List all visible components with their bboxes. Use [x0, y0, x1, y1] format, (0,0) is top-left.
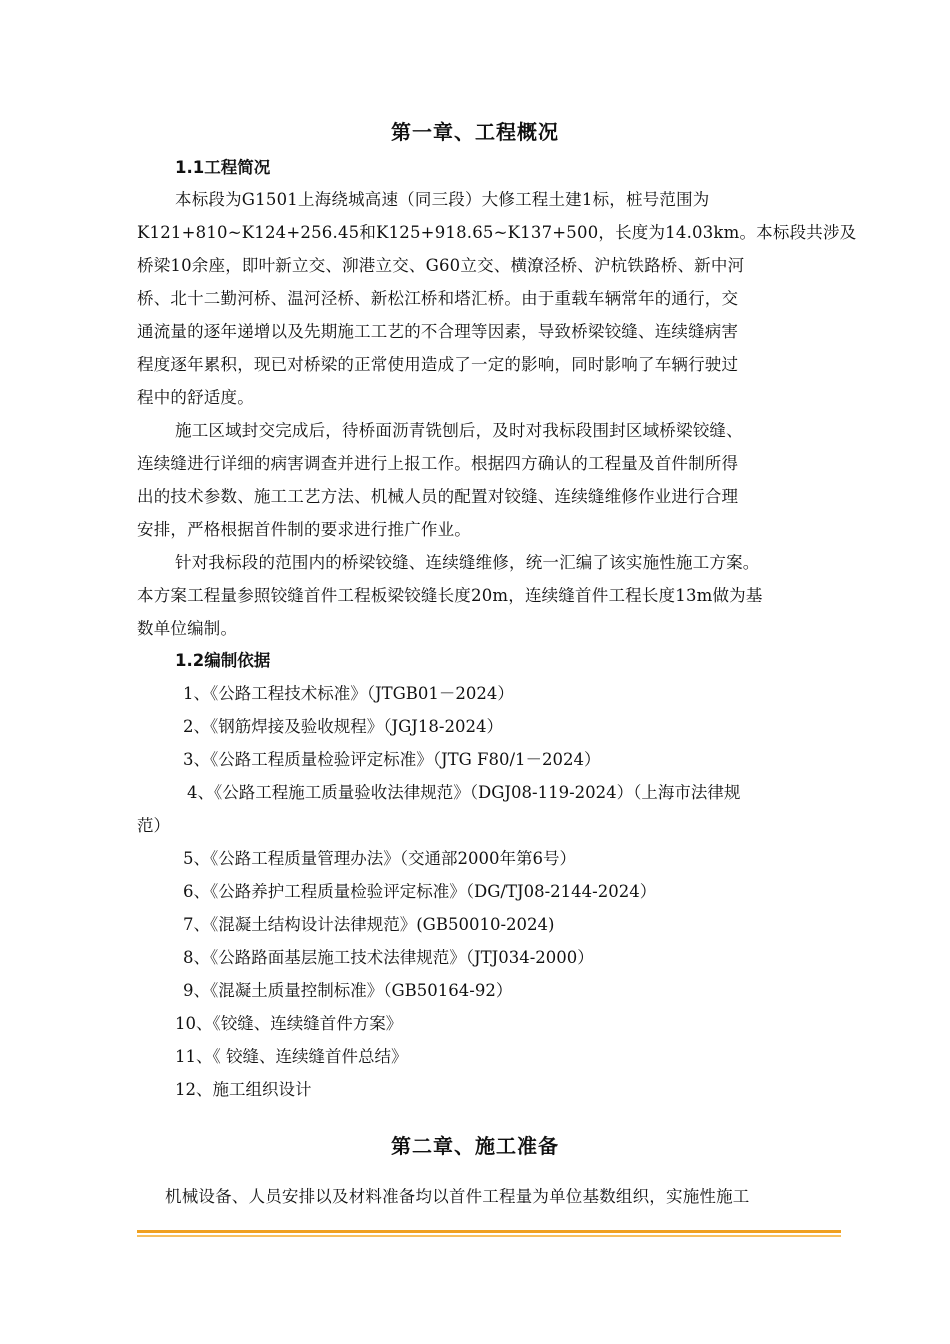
section-1-1-title: 1.1工程简况	[175, 158, 271, 177]
para1-line: 本标段为G1501上海绕城高速（同三段）大修工程土建1标，桩号范围为	[175, 190, 710, 209]
para1-line: 通流量的逐年递增以及先期施工工艺的不合理等因素，导致桥梁铰缝、连续缝病害	[137, 322, 739, 341]
para1-line: 桥、北十二勤河桥、温河泾桥、新松江桥和塔汇桥。由于重载车辆常年的通行，交	[137, 289, 739, 308]
para2-line: 安排，严格根据首件制的要求进行推广作业。	[137, 520, 471, 539]
reference-item: 9、《混凝土质量控制标准》（GB50164-92）	[183, 981, 513, 1000]
chapter1-title: 第一章、工程概况	[391, 120, 559, 144]
reference-item: 1、《公路工程技术标准》（JTGB01－2024）	[183, 684, 514, 703]
reference-item: 12、施工组织设计	[175, 1080, 312, 1099]
reference-item: 5、《公路工程质量管理办法》（交通部2000年第6号）	[183, 849, 576, 868]
reference-item: 4、《公路工程施工质量验收法律规范》（DGJ08-119-2024）（上海市法律规	[187, 783, 741, 802]
para1-line: K121+810~K124+256.45和K125+918.65~K137+500，长度为14.03km。本标段共涉及	[137, 223, 857, 242]
reference-item: 11、《 铰缝、连续缝首件总结》	[175, 1047, 408, 1066]
para2-line: 出的技术参数、施工工艺方法、机械人员的配置对铰缝、连续缝维修作业进行合理	[137, 487, 739, 506]
chapter2-para-line: 机械设备、人员安排以及材料准备均以首件工程量为单位基数组织，实施性施工	[165, 1187, 750, 1206]
para1-line: 程中的舒适度。	[137, 388, 254, 407]
reference-item: 10、《铰缝、连续缝首件方案》	[175, 1014, 403, 1033]
chapter2-title: 第二章、施工准备	[391, 1134, 559, 1158]
reference-item: 2、《钢筋焊接及验收规程》（JGJ18-2024）	[183, 717, 503, 736]
reference-item: 7、《混凝土结构设计法律规范》(GB50010-2024)	[183, 915, 555, 934]
para1-line: 程度逐年累积，现已对桥梁的正常使用造成了一定的影响，同时影响了车辆行驶过	[137, 355, 739, 374]
reference-item: 6、《公路养护工程质量检验评定标准》（DG/TJ08-2144-2024）	[183, 882, 657, 901]
reference-item-continuation: 范）	[137, 816, 170, 835]
reference-item: 3、《公路工程质量检验评定标准》（JTG F80/1－2024）	[183, 750, 601, 769]
para1-line: 桥梁10余座，即叶新立交、泖港立交、G60立交、横潦泾桥、沪杭铁路桥、新中河	[137, 256, 745, 275]
para2-line: 连续缝进行详细的病害调查并进行上报工作。根据四方确认的工程量及首件制所得	[137, 454, 739, 473]
para3-line: 本方案工程量参照铰缝首件工程板梁铰缝长度20m，连续缝首件工程长度13m做为基	[137, 586, 763, 605]
para2-line: 施工区域封交完成后，待桥面沥青铣刨后，及时对我标段围封区域桥梁铰缝、	[175, 421, 743, 440]
footer-rule	[137, 1230, 841, 1233]
reference-item: 8、《公路路面基层施工技术法律规范》（JTJ034-2000）	[183, 948, 594, 967]
para3-line: 数单位编制。	[137, 619, 238, 638]
para3-line: 针对我标段的范围内的桥梁铰缝、连续缝维修，统一汇编了该实施性施工方案。	[175, 553, 760, 572]
footer-rule-light	[137, 1235, 841, 1237]
section-1-2-title: 1.2编制依据	[175, 651, 271, 670]
